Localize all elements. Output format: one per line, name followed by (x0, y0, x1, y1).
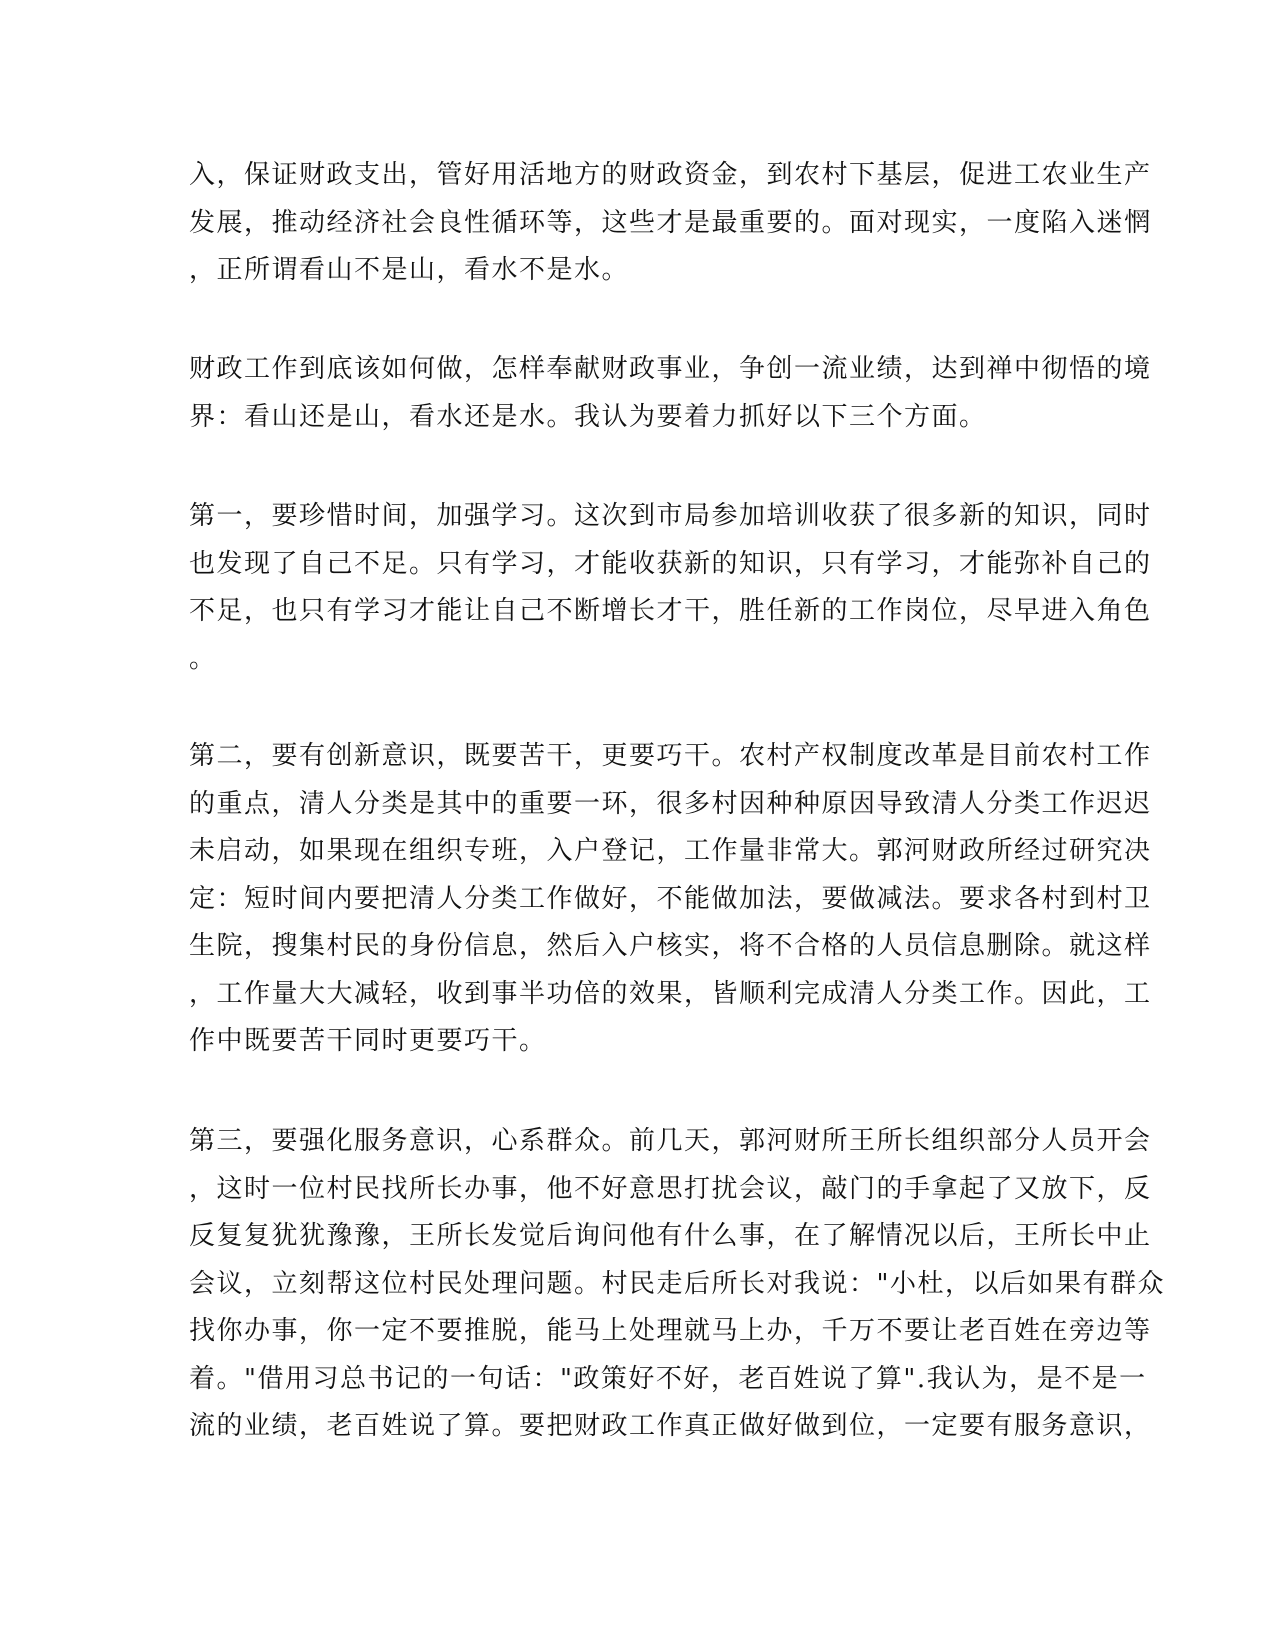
paragraph-2 (189, 346, 1152, 441)
text-line: 找你办事，你一定不要推脱，能马上处理就马上办，千万不要让老百姓在旁边等 (189, 1316, 1152, 1346)
text-line: 界：看山还是山，看水还是水。我认为要着力抓好以下三个方面。 (189, 401, 987, 432)
text-line: 不足，也只有学习才能让自己不断增长才干，胜任新的工作岗位，尽早进入角色 (189, 596, 1152, 626)
text-line: 第一，要珍惜时间，加强学习。这次到市局参加培训收获了很多新的知识，同时 (189, 501, 1152, 531)
text-line: 定：短时间内要把清人分类工作做好，不能做加法，要做减法。要求各村到村卫 (189, 883, 1152, 914)
text-line: 着。"借用习总书记的一句话："政策好不好，老百姓说了算".我认为，是不是一 (189, 1363, 1147, 1394)
paragraph-1 (189, 152, 1152, 295)
text-line: 生院，搜集村民的身份信息，然后入户核实，将不合格的人员信息删除。就这样 (189, 931, 1152, 961)
text-line: 反复复犹犹豫豫，王所长发觉后询问他有什么事，在了解情况以后，王所长中止 (189, 1221, 1152, 1251)
text-line: ，正所谓看山不是山，看水不是水。 (189, 255, 630, 285)
text-line: ，这时一位村民找所长办事，他不好意思打扰会议，敲门的手拿起了又放下，反 (189, 1173, 1152, 1204)
text-line: 作中既要苦干同时更要巧干。 (189, 1026, 547, 1056)
text-line: 。 (189, 643, 217, 674)
paragraph-5 (189, 1118, 1165, 1451)
text-line: 的重点，清人分类是其中的重要一环，很多村因种种原因导致清人分类工作迟迟 (189, 788, 1152, 819)
text-line: 也发现了自己不足。只有学习，才能收获新的知识，只有学习，才能弥补自己的 (189, 548, 1152, 579)
text-line: 会议，立刻帮这位村民处理问题。村民走后所长对我说："小杜，以后如果有群众 (189, 1268, 1165, 1299)
text-line: 财政工作到底该如何做，怎样奉献财政事业，争创一流业绩，达到禅中彻悟的境 (189, 354, 1152, 384)
paragraph-3 (189, 493, 1152, 683)
text-line: 流的业绩，老百姓说了算。要把财政工作真正做好做到位，一定要有服务意识， (189, 1411, 1152, 1441)
text-line: 未启动，如果现在组织专班，入户登记，工作量非常大。郭河财政所经过研究决 (189, 836, 1152, 866)
text-line: 发展，推动经济社会良性循环等，这些才是最重要的。面对现实，一度陷入迷惘 (189, 207, 1152, 238)
text-line: ，工作量大大减轻，收到事半功倍的效果，皆顺利完成清人分类工作。因此，工 (189, 978, 1152, 1009)
text-line: 第二，要有创新意识，既要苦干，更要巧干。农村产权制度改革是目前农村工作 (189, 741, 1152, 771)
paragraph-4 (189, 733, 1152, 1066)
text-line: 入，保证财政支出，管好用活地方的财政资金，到农村下基层，促进工农业生产 (189, 160, 1152, 190)
text-line: 第三，要强化服务意识，心系群众。前几天，郭河财所王所长组织部分人员开会 (189, 1126, 1152, 1156)
